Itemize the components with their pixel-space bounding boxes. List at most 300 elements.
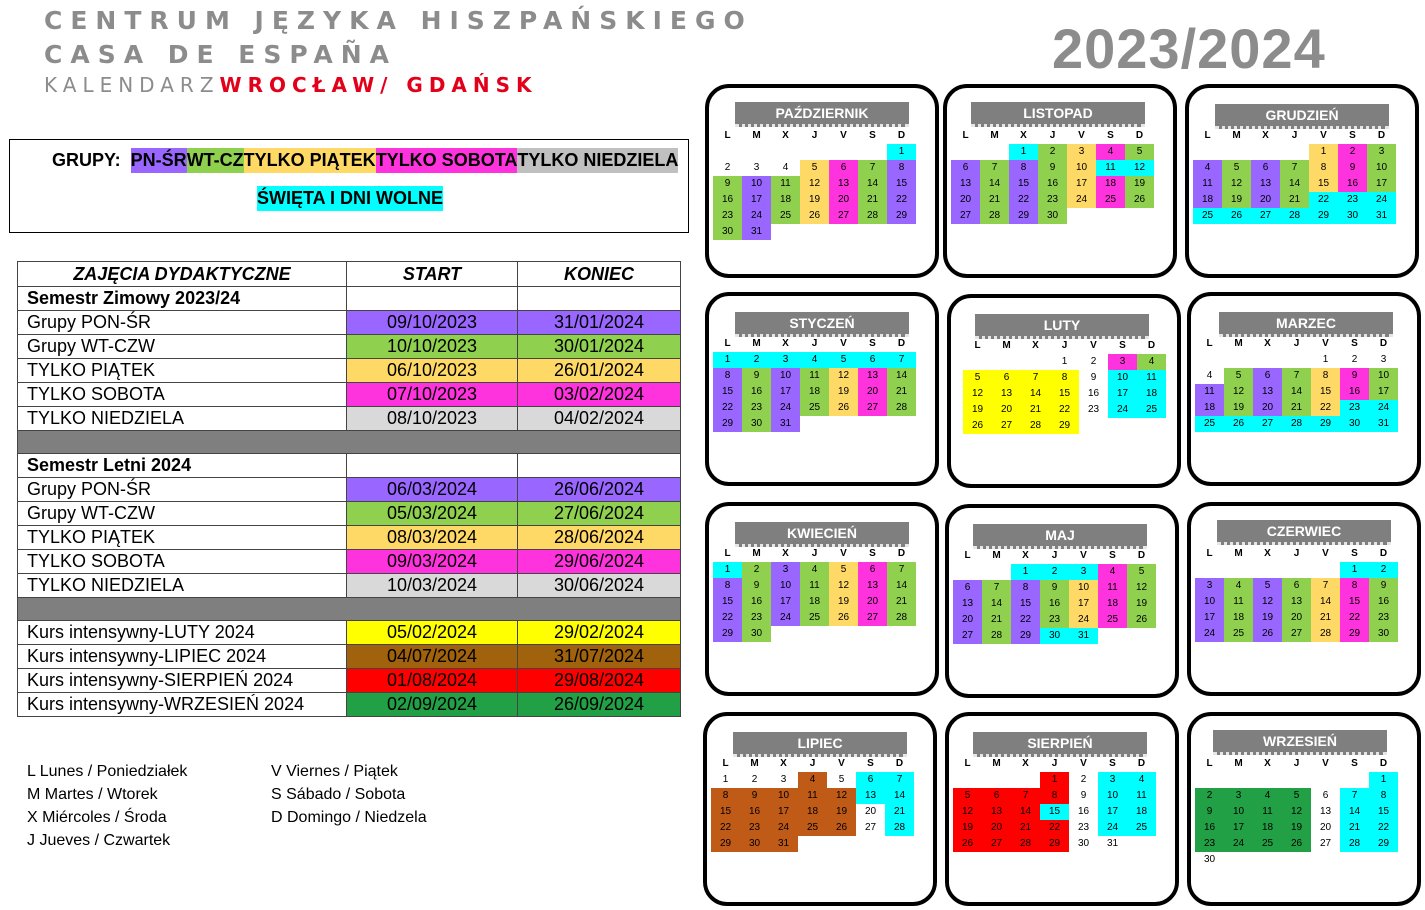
day-cell: 27 — [1251, 208, 1280, 224]
day-cell: 29 — [711, 836, 740, 852]
day-cell: 20 — [829, 192, 858, 208]
day-cell: 12 — [1125, 160, 1154, 176]
day-cell: 4 — [798, 772, 827, 788]
day-cell: 14 — [1280, 176, 1309, 192]
day-header: M — [990, 130, 999, 141]
day-header: S — [867, 758, 874, 769]
day-cell: 28 — [1340, 836, 1369, 852]
col-header-classes: ZAJĘCIA DYDAKTYCZNE — [18, 262, 347, 287]
legend-holidays: ŚWIĘTA I DNI WOLNE — [257, 186, 443, 211]
day-cell: 31 — [771, 416, 800, 432]
day-cell: 25 — [1137, 402, 1166, 418]
day-cell: 14 — [887, 578, 916, 594]
day-cell: 15 — [1369, 804, 1398, 820]
day-cell: 2 — [1080, 774, 1087, 785]
day-cell: 13 — [858, 368, 887, 384]
day-cell: 22 — [713, 610, 742, 626]
day-cell: 15 — [1311, 384, 1340, 400]
day-cell: 12 — [963, 386, 992, 402]
day-cell: 6 — [829, 160, 858, 176]
month-title: MAJ — [973, 524, 1147, 549]
table-row — [18, 502, 681, 526]
day-cell: 16 — [1369, 594, 1398, 610]
day-cell: 15 — [713, 384, 742, 400]
day-header: D — [1379, 758, 1388, 769]
table-header-row — [18, 262, 681, 287]
day-header: D — [897, 548, 906, 559]
day-cell: 14 — [1021, 386, 1050, 402]
day-cell: 21 — [1340, 820, 1369, 836]
day-cell: 5 — [800, 160, 829, 176]
day-header: J — [809, 758, 816, 769]
day-cell: 5 — [953, 788, 982, 804]
legend-niedziela: TYLKO NIEDZIELA — [517, 148, 678, 173]
day-cell: 20 — [1251, 192, 1280, 208]
day-cell: 26 — [1127, 612, 1156, 628]
day-cell: 1 — [713, 352, 742, 368]
day-cell: 23 — [1077, 822, 1090, 833]
day-cell: 20 — [1282, 610, 1311, 626]
day-cell: 21 — [858, 192, 887, 208]
start-date: 08/10/2023 — [347, 407, 518, 431]
day-cell: 3 — [1069, 564, 1098, 580]
day-cell: 8 — [1040, 788, 1069, 804]
day-cell: 30 — [740, 836, 769, 852]
day-cell: 20 — [1253, 400, 1282, 416]
day-cell: 29 — [1311, 416, 1340, 432]
day-cell: 25 — [1224, 626, 1253, 642]
day-cell: 8 — [1311, 368, 1340, 384]
day-cell: 2 — [1090, 356, 1097, 367]
table-row — [18, 693, 681, 717]
day-cell: 30 — [713, 224, 742, 240]
month-box — [945, 712, 1179, 906]
summer-title-row — [18, 454, 681, 478]
start-date: 04/07/2024 — [347, 645, 518, 669]
separator-row — [18, 598, 681, 621]
month-title: STYCZEŃ — [735, 312, 909, 337]
day-cell: 13 — [858, 578, 887, 594]
day-cell: 18 — [1096, 176, 1125, 192]
day-cell: 4 — [1193, 160, 1222, 176]
day-cell: 22 — [1011, 612, 1040, 628]
day-cell: 25 — [1193, 208, 1222, 224]
day-cell: 16 — [713, 192, 742, 208]
day-cell: 1 — [722, 774, 729, 785]
day-cell: 7 — [982, 580, 1011, 596]
day-cell: 5 — [1125, 144, 1154, 160]
end-date: 29/02/2024 — [518, 621, 681, 645]
course-name: Grupy PON-ŚR — [18, 311, 347, 335]
day-cell: 15 — [1009, 176, 1038, 192]
day-cell: 1 — [1011, 564, 1040, 580]
day-header: M — [1002, 340, 1011, 351]
day-cell: 24 — [771, 610, 800, 626]
day-cell: 6 — [992, 370, 1021, 386]
day-header: J — [1291, 130, 1298, 141]
day-cell: 17 — [771, 384, 800, 400]
day-cell: 9 — [713, 176, 742, 192]
day-header: D — [1137, 758, 1146, 769]
day-cell: 24 — [1369, 400, 1398, 416]
month-box — [1187, 712, 1421, 906]
day-cell: 15 — [1011, 596, 1040, 612]
day-cell: 27 — [992, 418, 1021, 434]
day-header: L — [724, 130, 731, 141]
day-cell: 8 — [1340, 578, 1369, 594]
day-cell: 8 — [713, 368, 742, 384]
day-cell: 12 — [829, 368, 858, 384]
day-cell: 13 — [992, 386, 1021, 402]
day-cell: 27 — [858, 610, 887, 626]
day-cell: 22 — [711, 820, 740, 836]
course-name: TYLKO SOBOTA — [18, 550, 347, 574]
day-cell: 17 — [1224, 820, 1253, 836]
day-cell: 7 — [1021, 370, 1050, 386]
day-cell: 25 — [1195, 416, 1224, 432]
course-name: Kurs intensywny-LIPIEC 2024 — [18, 645, 347, 669]
day-cell: 28 — [1282, 416, 1311, 432]
day-cell: 14 — [858, 176, 887, 192]
day-cell: 10 — [1069, 580, 1098, 596]
day-header: J — [1061, 340, 1068, 351]
day-cell: 2 — [742, 562, 771, 578]
day-header: X — [1264, 338, 1271, 349]
day-cell: 10 — [771, 368, 800, 384]
day-cell: 3 — [771, 352, 800, 368]
day-cell: 16 — [740, 804, 769, 820]
course-name: Kurs intensywny-LUTY 2024 — [18, 621, 347, 645]
day-cell: 23 — [1195, 836, 1224, 852]
day-cell: 3 — [771, 562, 800, 578]
day-header: X — [1264, 758, 1271, 769]
day-cell: 10 — [771, 578, 800, 594]
day-header: X — [782, 338, 789, 349]
day-header: L — [1206, 758, 1213, 769]
day-cell: 29 — [713, 626, 742, 642]
day-cell: 21 — [887, 594, 916, 610]
day-cell: 17 — [1098, 804, 1127, 820]
day-cell: 6 — [858, 562, 887, 578]
day-cell: 2 — [1338, 144, 1367, 160]
day-cell: 17 — [769, 804, 798, 820]
day-header: M — [992, 758, 1001, 769]
day-cell: 24 — [1098, 820, 1127, 836]
day-cell: 28 — [982, 628, 1011, 644]
day-cell: 19 — [1127, 596, 1156, 612]
day-cell: 5 — [963, 370, 992, 386]
day-header: X — [1264, 548, 1271, 559]
day-cell: 2 — [1040, 564, 1069, 580]
day-cell: 9 — [1340, 368, 1369, 384]
day-cell: 20 — [951, 192, 980, 208]
abbr-v: V Viernes / Piątek — [271, 763, 398, 780]
table-row — [18, 550, 681, 574]
day-cell: 17 — [1195, 610, 1224, 626]
summer-semester-title: Semestr Letni 2024 — [18, 454, 347, 478]
day-cell: 27 — [1253, 416, 1282, 432]
day-cell: 23 — [1340, 400, 1369, 416]
day-cell: 8 — [887, 160, 916, 176]
day-cell: 5 — [829, 562, 858, 578]
group-legend — [9, 139, 689, 233]
day-cell: 22 — [1340, 610, 1369, 626]
day-header: M — [750, 758, 759, 769]
day-header: D — [1137, 550, 1146, 561]
day-cell: 13 — [951, 176, 980, 192]
day-cell: 1 — [1309, 144, 1338, 160]
legend-wtcz: WT-CZ — [187, 148, 244, 173]
day-cell: 4 — [782, 162, 789, 173]
start-date: 07/10/2023 — [347, 383, 518, 407]
day-cell: 30 — [1203, 854, 1216, 865]
day-header: M — [1234, 758, 1243, 769]
day-cell: 27 — [1319, 838, 1332, 849]
day-cell: 14 — [1011, 804, 1040, 820]
day-cell: 1 — [1340, 562, 1369, 578]
table-row — [18, 621, 681, 645]
abbr-x: X Miércoles / Środa — [27, 809, 167, 826]
day-cell: 9 — [1338, 160, 1367, 176]
day-cell: 24 — [1195, 626, 1224, 642]
month-title: GRUDZIEŃ — [1215, 104, 1389, 129]
day-cell: 4 — [1206, 370, 1213, 381]
day-cell: 16 — [742, 384, 771, 400]
day-cell: 5 — [1224, 368, 1253, 384]
day-cell: 6 — [1253, 368, 1282, 384]
day-cell: 8 — [1009, 160, 1038, 176]
day-cell: 12 — [800, 176, 829, 192]
month-box — [947, 294, 1181, 488]
day-header: L — [1204, 130, 1211, 141]
end-date: 30/06/2024 — [518, 574, 681, 598]
day-cell: 26 — [829, 400, 858, 416]
school-name: CENTRUM JĘZYKA HISZPAŃSKIEGO — [44, 6, 753, 35]
end-date: 29/08/2024 — [518, 669, 681, 693]
day-cell: 24 — [1108, 402, 1137, 418]
day-cell: 8 — [1369, 788, 1398, 804]
day-header: J — [1293, 758, 1300, 769]
day-cell: 10 — [742, 176, 771, 192]
day-cell: 19 — [953, 820, 982, 836]
day-cell: 18 — [1137, 386, 1166, 402]
start-date: 05/03/2024 — [347, 502, 518, 526]
day-cell: 18 — [798, 804, 827, 820]
day-header: X — [1032, 340, 1039, 351]
day-cell: 25 — [800, 400, 829, 416]
day-cell: 19 — [1222, 192, 1251, 208]
day-cell: 4 — [1224, 578, 1253, 594]
day-header: V — [840, 338, 847, 349]
day-cell: 30 — [742, 416, 771, 432]
day-cell: 21 — [887, 384, 916, 400]
day-header: S — [869, 548, 876, 559]
day-cell: 2 — [1351, 354, 1358, 365]
day-cell: 15 — [887, 176, 916, 192]
day-cell: 9 — [1090, 372, 1097, 383]
end-date: 04/02/2024 — [518, 407, 681, 431]
abbr-l: L Lunes / Poniedziałek — [27, 763, 188, 780]
day-cell: 6 — [1322, 790, 1329, 801]
day-cell: 1 — [1009, 144, 1038, 160]
day-cell: 21 — [1021, 402, 1050, 418]
day-cell: 11 — [800, 578, 829, 594]
day-cell: 10 — [1369, 368, 1398, 384]
day-cell: 28 — [885, 820, 914, 836]
day-cell: 20 — [953, 612, 982, 628]
day-cell: 1 — [887, 144, 916, 160]
day-cell: 22 — [1309, 192, 1338, 208]
day-cell: 31 — [1106, 838, 1119, 849]
day-cell: 9 — [1195, 804, 1224, 820]
day-header: X — [782, 130, 789, 141]
day-cell: 3 — [1380, 354, 1387, 365]
day-cell: 26 — [1253, 626, 1282, 642]
day-header: L — [724, 548, 731, 559]
start-date: 01/08/2024 — [347, 669, 518, 693]
day-cell: 26 — [829, 610, 858, 626]
day-cell: 1 — [1322, 354, 1329, 365]
day-cell: 13 — [1251, 176, 1280, 192]
day-cell: 9 — [742, 368, 771, 384]
day-cell: 29 — [1009, 208, 1038, 224]
day-cell: 26 — [963, 418, 992, 434]
month-title: LIPIEC — [733, 732, 907, 757]
day-cell: 14 — [887, 368, 916, 384]
calendar-subtitle — [44, 73, 538, 97]
day-header: J — [1293, 548, 1300, 559]
day-header: M — [1234, 548, 1243, 559]
day-cell: 21 — [1311, 610, 1340, 626]
legend-label: GRUPY: — [52, 150, 121, 170]
day-header: J — [1293, 338, 1300, 349]
day-cell: 18 — [1195, 400, 1224, 416]
day-cell: 2 — [724, 162, 731, 173]
day-cell: 14 — [885, 788, 914, 804]
day-cell: 21 — [1280, 192, 1309, 208]
day-cell: 5 — [1253, 578, 1282, 594]
day-header: L — [964, 758, 971, 769]
day-cell: 18 — [1127, 804, 1156, 820]
day-header: S — [1351, 338, 1358, 349]
day-cell: 20 — [982, 820, 1011, 836]
day-cell: 26 — [827, 820, 856, 836]
day-header: X — [780, 758, 787, 769]
day-header: S — [1351, 758, 1358, 769]
day-cell: 19 — [963, 402, 992, 418]
table-row — [18, 478, 681, 502]
day-cell: 9 — [1369, 578, 1398, 594]
day-cell: 22 — [1009, 192, 1038, 208]
day-cell: 28 — [1311, 626, 1340, 642]
day-header: M — [752, 338, 761, 349]
abbreviations-col1 — [27, 760, 187, 852]
day-cell: 31 — [1369, 416, 1398, 432]
start-date: 06/10/2023 — [347, 359, 518, 383]
day-cell: 18 — [800, 594, 829, 610]
end-date: 26/09/2024 — [518, 693, 681, 717]
day-cell: 20 — [992, 402, 1021, 418]
day-header: S — [1119, 340, 1126, 351]
day-cell: 17 — [742, 192, 771, 208]
day-cell: 14 — [982, 596, 1011, 612]
day-cell: 13 — [1282, 594, 1311, 610]
day-cell: 10 — [1195, 594, 1224, 610]
day-cell: 30 — [1038, 208, 1067, 224]
day-cell: 19 — [800, 192, 829, 208]
day-cell: 28 — [1280, 208, 1309, 224]
day-cell: 2 — [1038, 144, 1067, 160]
day-cell: 4 — [1137, 354, 1166, 370]
day-cell: 4 — [800, 562, 829, 578]
day-cell: 14 — [1282, 384, 1311, 400]
day-header: D — [897, 130, 906, 141]
day-cell: 2 — [1369, 562, 1398, 578]
course-name: TYLKO PIĄTEK — [18, 359, 347, 383]
day-cell: 23 — [1038, 192, 1067, 208]
table-row — [18, 383, 681, 407]
day-header: D — [895, 758, 904, 769]
abbr-m: M Martes / Wtorek — [27, 786, 158, 803]
day-cell: 11 — [1195, 384, 1224, 400]
day-cell: 23 — [1087, 404, 1100, 415]
day-cell: 16 — [1040, 596, 1069, 612]
day-cell: 31 — [742, 224, 771, 240]
day-cell: 22 — [1050, 402, 1079, 418]
day-cell: 12 — [827, 788, 856, 804]
day-header: J — [811, 130, 818, 141]
day-header: L — [962, 130, 969, 141]
table-row — [18, 359, 681, 383]
day-cell: 18 — [1224, 610, 1253, 626]
day-header: J — [811, 338, 818, 349]
day-cell: 7 — [887, 562, 916, 578]
day-cell: 6 — [858, 352, 887, 368]
month-title: SIERPIEŃ — [973, 732, 1147, 757]
day-cell: 28 — [887, 610, 916, 626]
day-cell: 16 — [1338, 176, 1367, 192]
day-cell: 28 — [980, 208, 1009, 224]
day-header: V — [1080, 550, 1087, 561]
day-header: X — [1262, 130, 1269, 141]
start-date: 08/03/2024 — [347, 526, 518, 550]
day-cell: 22 — [1040, 820, 1069, 836]
day-cell: 6 — [951, 160, 980, 176]
day-header: M — [992, 550, 1001, 561]
end-date: 31/01/2024 — [518, 311, 681, 335]
day-cell: 28 — [1011, 836, 1040, 852]
day-cell: 26 — [953, 836, 982, 852]
day-cell: 15 — [1040, 804, 1069, 820]
day-cell: 19 — [1224, 400, 1253, 416]
start-date: 02/09/2024 — [347, 693, 518, 717]
day-cell: 12 — [1127, 580, 1156, 596]
day-cell: 12 — [953, 804, 982, 820]
day-cell: 29 — [887, 208, 916, 224]
day-cell: 9 — [1038, 160, 1067, 176]
course-name: TYLKO PIĄTEK — [18, 526, 347, 550]
day-cell: 3 — [1098, 772, 1127, 788]
day-cell: 10 — [1108, 370, 1137, 386]
day-cell: 24 — [742, 208, 771, 224]
day-cell: 21 — [982, 612, 1011, 628]
day-cell: 4 — [1098, 564, 1127, 580]
day-cell: 15 — [1340, 594, 1369, 610]
day-cell: 13 — [982, 804, 1011, 820]
day-cell: 7 — [980, 160, 1009, 176]
day-cell: 10 — [1224, 804, 1253, 820]
day-cell: 7 — [887, 352, 916, 368]
